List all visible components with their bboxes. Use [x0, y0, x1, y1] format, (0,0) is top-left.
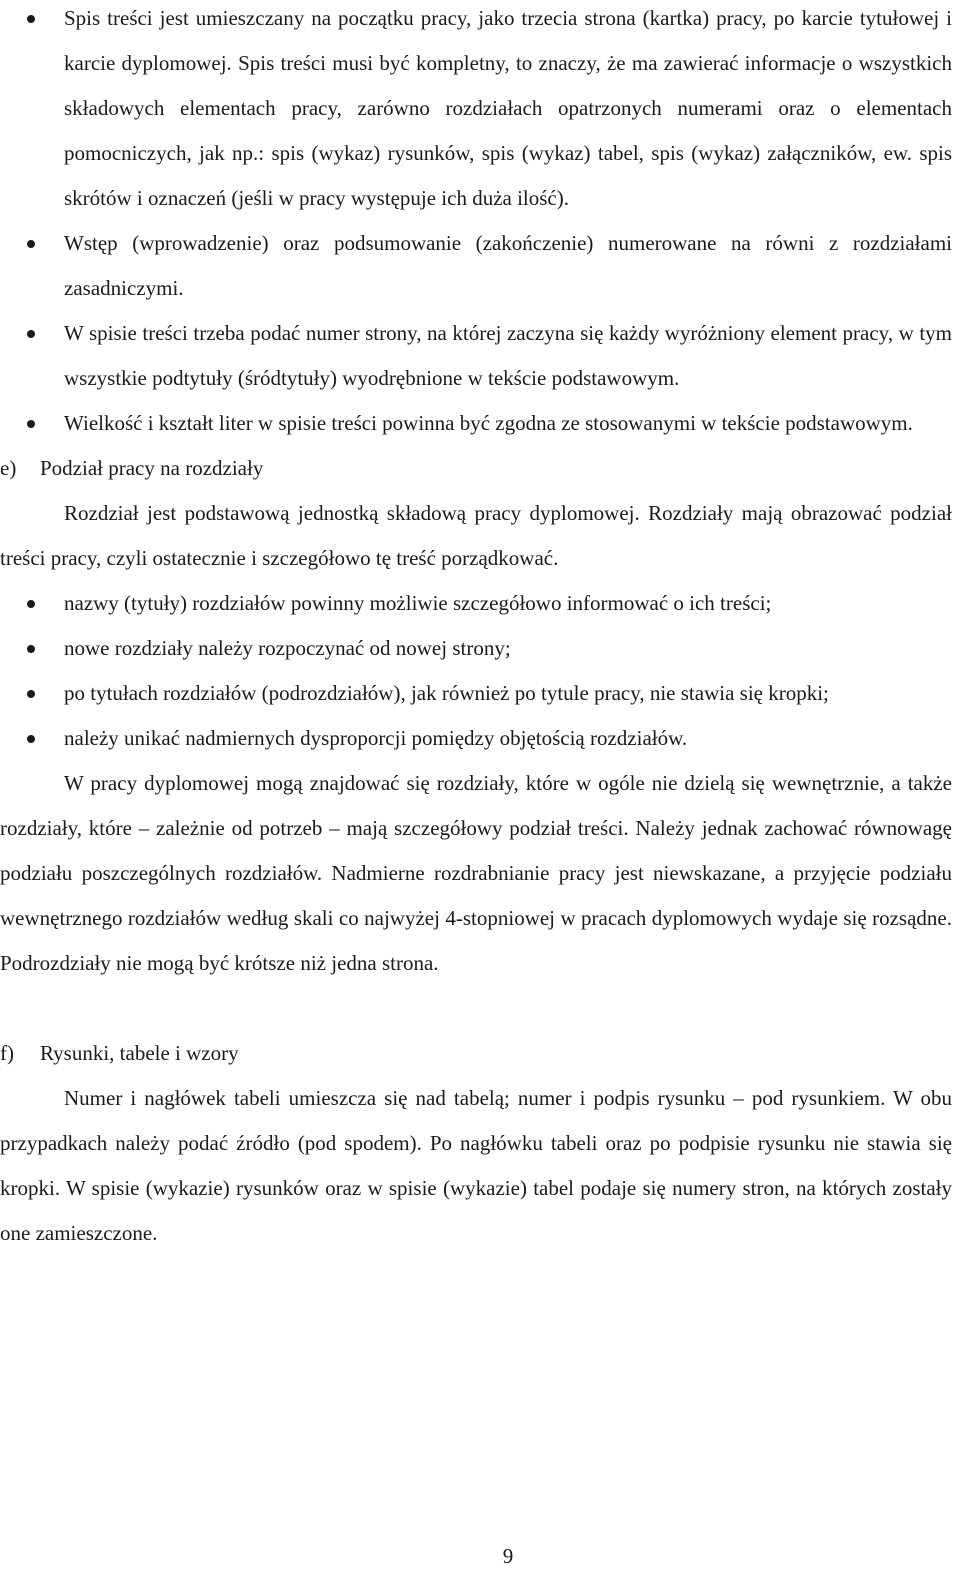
toc-bullet-list [0, 0, 952, 446]
bullet-icon [27, 330, 35, 338]
bullet-icon [27, 735, 35, 743]
section-e-closing: W pracy dyplomowej mogą znajdować się rozdziały, które w ogóle nie dzielą się wewnętrznie, a także rozdziały, które – zależnie od potrzeb – mają szczegółowy podział treści. Należy jednak zachować równowagę podziału poszczególnych rozdziałów. Nadmierne rozdrabnianie pracy jest niewskazane, a przyjęcie podziału wewnętrznego rozdziałów według skali co najwyżej 4-stopniowej w pracach dyplomowych wydaje się rozsądne. Podrozdziały nie mogą być krótsze niż jedna strona. [0, 771, 952, 975]
section-letter: f) [0, 1041, 14, 1065]
section-title: Rysunki, tabele i wzory [40, 1041, 239, 1065]
spacer [0, 986, 952, 1031]
bullet-icon [27, 240, 35, 248]
list-item: należy unikać nadmiernych dysproporcji pomiędzy objętością rozdziałów. [0, 716, 952, 761]
bullet-icon [27, 600, 35, 608]
bullet-icon [27, 690, 35, 698]
list-item: Spis treści jest umieszczany na początku pracy, jako trzecia strona (kartka) pracy, po karcie tytułowej i karcie dyplomowej. Spis treści musi być kompletny, to znaczy, że ma zawierać informacje o wszystkich składowych elementach pracy, zarówno rozdziałach opatrzonych numerami oraz o elementach pomocniczych, jak np.: spis (wykaz) rysunków, spis (wykaz) tabel, spis (wykaz) załączników, ew. spis skrótów i oznaczeń (jeśli w pracy występuje ich duża ilość). [0, 0, 952, 221]
list-item: nowe rozdziały należy rozpoczynać od nowej strony; [0, 626, 952, 671]
section-e-bullet-list [0, 581, 952, 761]
section-f-heading [0, 1031, 952, 1076]
section-letter: e) [0, 456, 17, 480]
page-number: 9 [502, 1544, 514, 1568]
list-item: W spisie treści trzeba podać numer strony, na której zaczyna się każdy wyróżniony element pracy, w tym wszystkie podtytuły (śródtytuły) wyodrębnione w tekście podstawowym. [0, 311, 952, 401]
list-item: Wstęp (wprowadzenie) oraz podsumowanie (zakończenie) numerowane na równi z rozdziałami zasadniczymi. [0, 221, 952, 311]
bullet-icon [27, 645, 35, 653]
list-item: po tytułach rozdziałów (podrozdziałów), jak również po tytule pracy, nie stawia się kropki; [0, 671, 952, 716]
bullet-icon [27, 420, 35, 428]
section-title: Podział pracy na rozdziały [40, 456, 264, 480]
section-e-intro: Rozdział jest podstawową jednostką składową pracy dyplomowej. Rozdziały mają obrazować podział treści pracy, czyli ostatecznie i szczegółowo tę treść porządkować. [0, 501, 952, 570]
list-item: Wielkość i kształt liter w spisie treści powinna być zgodna ze stosowanymi w tekście podstawowym. [0, 401, 952, 446]
list-item: nazwy (tytuły) rozdziałów powinny możliwie szczegółowo informować o ich treści; [0, 581, 952, 626]
section-e-heading [0, 446, 952, 491]
section-f-body: Numer i nagłówek tabeli umieszcza się nad tabelą; numer i podpis rysunku – pod rysunkiem. W obu przypadkach należy podać źródło (pod spodem). Po nagłówku tabeli oraz po podpisie rysunku nie stawia się kropki. W spisie (wykazie) rysunków oraz w spisie (wykazie) tabel podaje się numery stron, na których zostały one zamieszczone. [0, 1086, 952, 1245]
bullet-icon [27, 15, 35, 23]
